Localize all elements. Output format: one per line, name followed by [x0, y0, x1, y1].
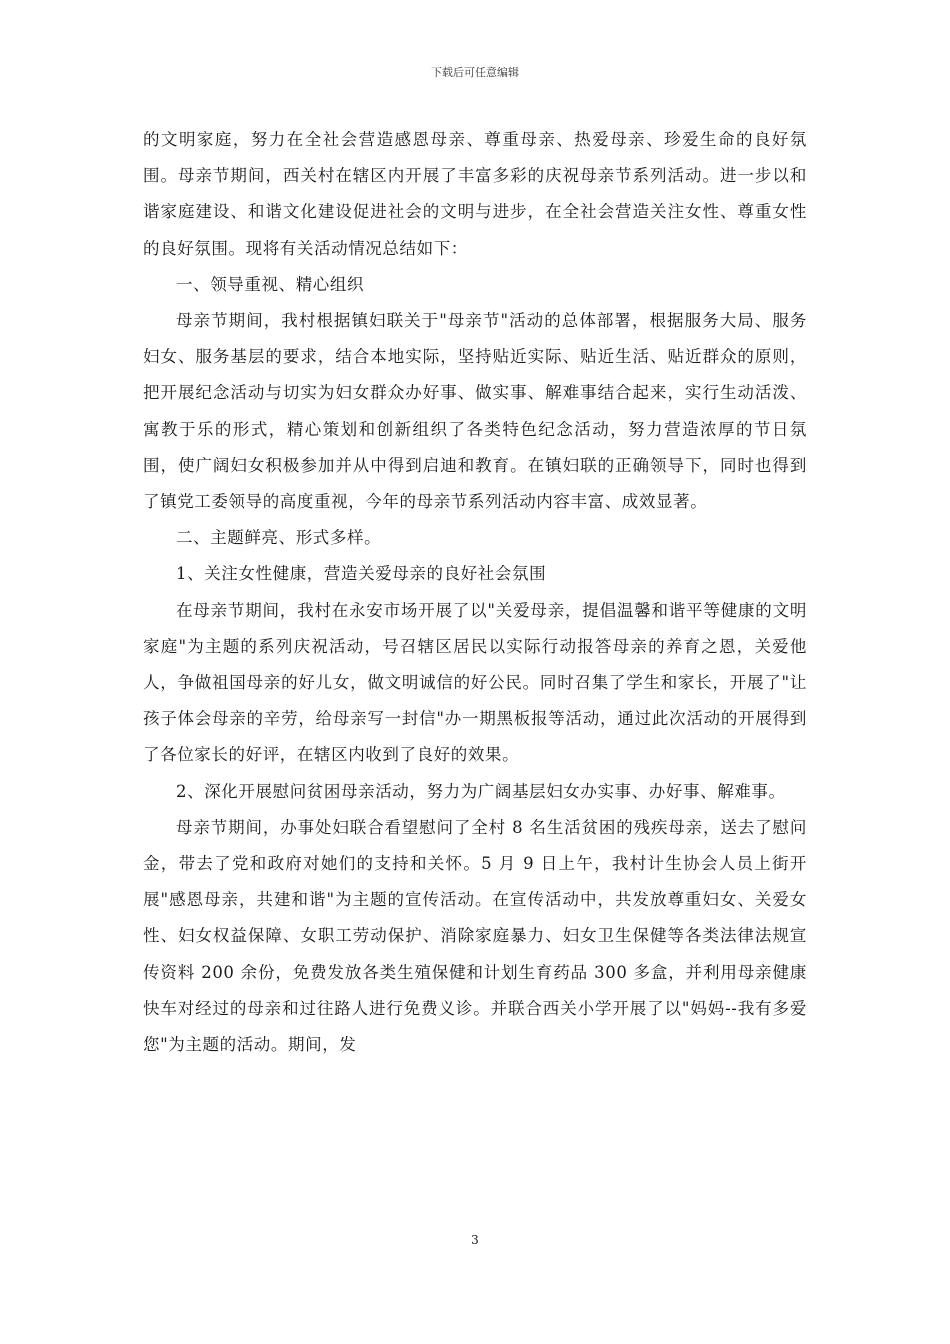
- paragraph-section-1: 母亲节期间，我村根据镇妇联关于"母亲节"活动的总体部署，根据服务大局、服务妇女、服务基层的要求，结合本地实际，坚持贴近实际、贴近生活、贴近群众的原则，把开展纪念活动与切实为妇女群众办好事、做实事、解难事结合起来，实行生动活泼、寓教于乐的形式，精心策划和创新组织了各类特色纪念活动，努力营造浓厚的节日氛围，使广阔妇女积极参加并从中得到启迪和教育。在镇妇联的正确领导下，同时也得到了镇党工委领导的高度重视，今年的母亲节系列活动内容丰富、成效显著。: [143, 311, 807, 512]
- heading-section-2: 二、主题鲜亮、形式多样。: [176, 528, 382, 548]
- subheading-item-2: 2、深化开展慰问贫困母亲活动，努力为广阔基层妇女办实事、办好事、解难事。: [176, 781, 786, 801]
- document-body: [143, 122, 807, 1063]
- paragraph-item-2: 母亲节期间，办事处妇联合看望慰问了全村 8 名生活贫困的残疾母亲，送去了慰问金，带去了党和政府对她们的支持和关怀。5 月 9 日上午，我村计生协会人员上街开展"感恩母亲，共建和谐"为主题的宣传活动。在宣传活动中，共发放尊重妇女、关爱女性、妇女权益保障、女职工劳动保护、消除家庭暴力、妇女卫生保健等各类法律法规宣传资料 200 余份，免费发放各类生殖保健和计划生育药品 300 多盒，并利用母亲健康快车对经过的母亲和过往路人进行免费义诊。并联合西关小学开展了以"妈妈--我有多爱您"为主题的活动。期间，发: [143, 817, 807, 1055]
- page-number: 3: [471, 1233, 479, 1247]
- paragraph-intro: 的文明家庭，努力在全社会营造感恩母亲、尊重母亲、热爱母亲、珍爱生命的良好氛围。母亲节期间，西关村在辖区内开展了丰富多彩的庆祝母亲节系列活动。进一步以和谐家庭建设、和谐文化建设促进社会的文明与进步，在全社会营造关注女性、尊重女性的良好氛围。现将有关活动情况总结如下：: [143, 130, 807, 258]
- subheading-item-1: 1、关注女性健康，营造关爱母亲的良好社会氛围: [176, 564, 547, 584]
- paragraph-item-1: 在母亲节期间，我村在永安市场开展了以"关爱母亲，提倡温馨和谐平等健康的文明家庭"为主题的系列庆祝活动，号召辖区居民以实际行动报答母亲的养育之恩，关爱他人，争做祖国母亲的好儿女，做文明诚信的好公民。同时召集了学生和家长，开展了"让孩子体会母亲的辛劳，给母亲写一封信"办一期黑板报等活动，通过此次活动的开展得到了各位家长的好评，在辖区内收到了良好的效果。: [143, 600, 807, 765]
- heading-section-1: 一、领导重视、精心组织: [176, 274, 365, 294]
- page-header: 下载后可任意编辑: [431, 66, 519, 79]
